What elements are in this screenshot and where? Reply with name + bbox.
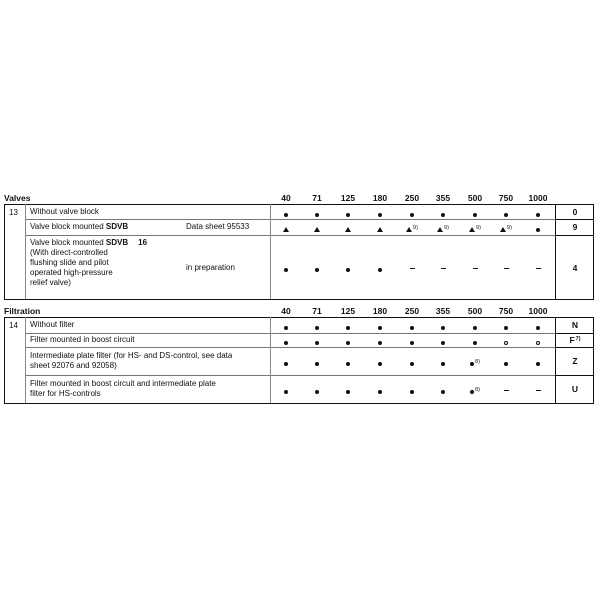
filled-dot-icon — [410, 362, 414, 366]
filtration-row-1-code — [556, 335, 594, 345]
valves-row-0-size-1000-symbol — [523, 210, 553, 219]
filled-dot-icon — [284, 341, 288, 345]
filtration-row-0-code: N — [571, 320, 579, 330]
valves-row-2-size-750-symbol — [491, 265, 521, 274]
size-header-1000: 1000 — [528, 306, 548, 316]
filled-dot-icon — [441, 326, 445, 330]
filtration-row-3-size-1000-symbol — [523, 387, 553, 396]
filtration-row-1-code-footnote: 7) — [575, 336, 581, 342]
valves-row-2-desc-text: Valve block mounted — [30, 238, 106, 247]
size-header-750: 750 — [498, 193, 514, 203]
filtration-row-0-size-1000-symbol — [523, 323, 553, 332]
filled-dot-icon — [410, 341, 414, 345]
filtration-row-3-code: U — [571, 384, 579, 394]
triangle-icon — [406, 227, 412, 232]
dash-icon — [441, 268, 446, 269]
filled-dot-icon — [536, 326, 540, 330]
valves-row-0-size-40-symbol — [271, 210, 301, 219]
valves-row-0-size-71-symbol — [302, 210, 332, 219]
filtration-row-3-size-355-symbol — [428, 387, 458, 396]
valves-row-2-line-2: operated high-pressure — [30, 268, 113, 277]
filtration-row-3-size-71-symbol — [302, 387, 332, 396]
filtration-row-3-line-1: filter for HS-controls — [30, 389, 101, 398]
filled-dot-icon — [315, 341, 319, 345]
size-header-250: 250 — [404, 193, 420, 203]
valves-row-1-note: Data sheet 95533 — [186, 222, 250, 231]
valves-bottom-rule — [4, 299, 555, 300]
dash-icon — [536, 390, 541, 391]
size-header-40: 40 — [281, 193, 291, 203]
valves-row-0-size-500-symbol — [460, 210, 490, 219]
dash-icon — [410, 268, 415, 269]
filtration-row-0-size-71-symbol — [302, 323, 332, 332]
valves-row-1-size-180-symbol — [365, 225, 395, 234]
filtration-row-0-size-250-symbol — [397, 323, 427, 332]
filled-dot-icon — [284, 326, 288, 330]
valves-row-2-note: in preparation — [186, 263, 235, 272]
filled-dot-icon — [284, 213, 288, 217]
triangle-icon — [377, 227, 383, 232]
filtration-num-divider — [25, 317, 26, 403]
valves-section-title: Valves — [4, 193, 31, 203]
valves-row-2-size-40-symbol — [271, 265, 301, 274]
filled-dot-icon — [346, 390, 350, 394]
filtration-row-2-size-180-symbol — [365, 359, 395, 368]
filtration-row-3-size-500-symbol — [460, 387, 490, 396]
valves-row-1-code: 9 — [572, 222, 578, 232]
valves-row-2-size-500-symbol — [460, 265, 490, 274]
filtration-row-2-size-355-symbol — [428, 359, 458, 368]
valves-row-1-size-71-symbol — [302, 225, 332, 234]
dash-icon — [504, 268, 509, 269]
filtration-row-0-size-750-symbol — [491, 323, 521, 332]
valves-row-2-desc — [30, 238, 147, 248]
filtration-row-divider — [25, 375, 555, 376]
size-header-180: 180 — [372, 193, 388, 203]
footnote-marker: 8) — [475, 359, 480, 365]
valves-item-number: 13 — [9, 208, 18, 217]
filled-dot-icon — [346, 213, 350, 217]
dash-icon — [504, 390, 509, 391]
filled-dot-icon — [470, 362, 474, 366]
filled-dot-icon — [378, 341, 382, 345]
triangle-icon — [437, 227, 443, 232]
size-header-1000: 1000 — [528, 193, 548, 203]
filled-dot-icon — [346, 268, 350, 272]
filtration-row-0-size-180-symbol — [365, 323, 395, 332]
filtration-code-divider — [555, 333, 594, 334]
triangle-icon — [500, 227, 506, 232]
valves-row-0-size-355-symbol — [428, 210, 458, 219]
valves-row-1-desc-text: Valve block mounted — [30, 222, 106, 231]
filtration-row-3-size-180-symbol — [365, 387, 395, 396]
valves-row-0-size-250-symbol — [397, 210, 427, 219]
size-header-500: 500 — [467, 193, 483, 203]
filtration-row-2-size-125-symbol — [333, 359, 363, 368]
valves-row-1-desc — [30, 222, 128, 232]
filtration-row-1-size-500-symbol — [460, 338, 490, 347]
filtration-row-2-code: Z — [572, 356, 578, 366]
filled-dot-icon — [378, 390, 382, 394]
filtration-row-2-size-500-symbol — [460, 359, 490, 368]
filled-dot-icon — [346, 341, 350, 345]
size-header-71: 71 — [312, 193, 322, 203]
filled-dot-icon — [315, 213, 319, 217]
valves-row-2-size-180-symbol — [365, 265, 395, 274]
filled-dot-icon — [284, 390, 288, 394]
valves-row-0-desc: Without valve block — [30, 207, 99, 216]
filled-dot-icon — [473, 326, 477, 330]
size-header-500: 500 — [467, 306, 483, 316]
triangle-icon — [283, 227, 289, 232]
filtration-row-3-line-0: Filter mounted in boost circuit and intermediate plate — [30, 379, 216, 388]
size-header-355: 355 — [435, 306, 451, 316]
triangle-icon — [469, 227, 475, 232]
filtration-row-1-size-180-symbol — [365, 338, 395, 347]
size-header-180: 180 — [372, 306, 388, 316]
filled-dot-icon — [378, 362, 382, 366]
valves-code-divider — [555, 235, 594, 236]
size-header-125: 125 — [340, 193, 356, 203]
valves-row-2-line-1: flushing slide and pilot — [30, 258, 109, 267]
valves-row-0-size-750-symbol — [491, 210, 521, 219]
footnote-marker: 9) — [507, 225, 512, 231]
valves-row-divider — [25, 219, 555, 220]
valves-row-1-size-125-symbol — [333, 225, 363, 234]
filled-dot-icon — [378, 213, 382, 217]
filled-dot-icon — [536, 362, 540, 366]
valves-row-1-size-750-symbol — [491, 225, 521, 234]
filtration-row-1-size-125-symbol — [333, 338, 363, 347]
valves-top-rule — [4, 204, 594, 205]
filtration-row-2-size-250-symbol — [397, 359, 427, 368]
filled-dot-icon — [315, 362, 319, 366]
filtration-row-2-line-0: Intermediate plate filter (for HS- and DS-control, see data — [30, 351, 233, 360]
valves-row-divider — [25, 235, 555, 236]
valves-row-0-size-125-symbol — [333, 210, 363, 219]
footnote-marker: 9) — [444, 225, 449, 231]
filled-dot-icon — [378, 268, 382, 272]
size-header-71: 71 — [312, 306, 322, 316]
dash-icon — [536, 268, 541, 269]
footnote-marker: 8) — [475, 387, 480, 393]
filtration-row-3-size-250-symbol — [397, 387, 427, 396]
filled-dot-icon — [504, 326, 508, 330]
filtration-row-1-size-750-symbol — [491, 338, 521, 347]
filled-dot-icon — [315, 268, 319, 272]
valves-row-1-size-40-symbol — [271, 225, 301, 234]
filtration-section-title: Filtration — [4, 306, 41, 316]
filled-dot-icon — [410, 390, 414, 394]
filled-dot-icon — [441, 362, 445, 366]
filled-dot-icon — [536, 228, 540, 232]
filtration-row-1-desc: Filter mounted in boost circuit — [30, 335, 135, 344]
filtration-row-0-size-355-symbol — [428, 323, 458, 332]
filled-dot-icon — [410, 326, 414, 330]
filtration-bottom-rule — [4, 403, 555, 404]
filtration-row-1-size-71-symbol — [302, 338, 332, 347]
valves-code-divider — [555, 219, 594, 220]
filtration-code-divider — [555, 375, 594, 376]
filtration-row-0-size-40-symbol — [271, 323, 301, 332]
valves-row-1-desc-bold: SDVB — [105, 222, 129, 231]
filtration-row-1-size-250-symbol — [397, 338, 427, 347]
valves-row-2-line-3: relief valve) — [30, 278, 71, 287]
valves-row-2-size-1000-symbol — [523, 265, 553, 274]
filled-dot-icon — [441, 213, 445, 217]
filtration-row-2-line-1: sheet 92076 and 92058) — [30, 361, 117, 370]
size-header-125: 125 — [340, 306, 356, 316]
valves-row-2-code: 4 — [572, 263, 578, 273]
valves-row-2-desc-bold2: 16 — [138, 238, 148, 247]
filled-dot-icon — [378, 326, 382, 330]
filtration-row-1-size-1000-symbol — [523, 338, 553, 347]
valves-row-0-code: 0 — [572, 207, 578, 217]
filled-dot-icon — [315, 390, 319, 394]
filtration-code-divider — [555, 347, 594, 348]
filtration-row-1-code-letter: F — [569, 335, 575, 345]
valves-row-1-size-250-symbol — [397, 225, 427, 234]
filled-dot-icon — [504, 213, 508, 217]
size-header-250: 250 — [404, 306, 420, 316]
filled-dot-icon — [504, 362, 508, 366]
footnote-marker: 9) — [413, 225, 418, 231]
filtration-row-3-size-40-symbol — [271, 387, 301, 396]
filtration-top-rule — [4, 317, 594, 318]
filled-dot-icon — [441, 341, 445, 345]
triangle-icon — [314, 227, 320, 232]
valves-row-2-size-355-symbol — [428, 265, 458, 274]
filtration-row-3-size-750-symbol — [491, 387, 521, 396]
filtration-row-0-size-500-symbol — [460, 323, 490, 332]
filled-dot-icon — [315, 326, 319, 330]
filled-dot-icon — [284, 362, 288, 366]
filtration-item-number: 14 — [9, 321, 18, 330]
valves-row-2-size-125-symbol — [333, 265, 363, 274]
valves-row-1-size-500-symbol — [460, 225, 490, 234]
valves-row-2-line-0: (With direct-controlled — [30, 248, 108, 257]
valves-row-1-size-355-symbol — [428, 225, 458, 234]
valves-row-2-size-71-symbol — [302, 265, 332, 274]
filtration-row-3-size-125-symbol — [333, 387, 363, 396]
filled-dot-icon — [473, 213, 477, 217]
filled-dot-icon — [284, 268, 288, 272]
filled-dot-icon — [346, 362, 350, 366]
filtration-row-1-size-355-symbol — [428, 338, 458, 347]
filtration-row-1-size-40-symbol — [271, 338, 301, 347]
filtration-row-divider — [25, 347, 555, 348]
filtration-row-2-size-750-symbol — [491, 359, 521, 368]
filtration-row-0-size-125-symbol — [333, 323, 363, 332]
size-header-355: 355 — [435, 193, 451, 203]
valves-left-border — [4, 204, 5, 299]
filtration-left-border — [4, 317, 5, 403]
open-circle-icon — [536, 341, 540, 345]
triangle-icon — [345, 227, 351, 232]
size-header-750: 750 — [498, 306, 514, 316]
valves-num-divider — [25, 204, 26, 299]
valves-row-1-size-1000-symbol — [523, 225, 553, 234]
filled-dot-icon — [470, 390, 474, 394]
filtration-row-2-size-71-symbol — [302, 359, 332, 368]
valves-row-0-size-180-symbol — [365, 210, 395, 219]
filtration-row-0-desc: Without filter — [30, 320, 75, 329]
valves-row-2-size-250-symbol — [397, 265, 427, 274]
filled-dot-icon — [473, 341, 477, 345]
filtration-row-2-size-40-symbol — [271, 359, 301, 368]
size-header-40: 40 — [281, 306, 291, 316]
filled-dot-icon — [536, 213, 540, 217]
filled-dot-icon — [410, 213, 414, 217]
filtration-row-2-size-1000-symbol — [523, 359, 553, 368]
filled-dot-icon — [441, 390, 445, 394]
valves-row-2-desc-bold: SDVB — [105, 238, 129, 247]
dash-icon — [473, 268, 478, 269]
footnote-marker: 9) — [476, 225, 481, 231]
filtration-row-divider — [25, 333, 555, 334]
open-circle-icon — [504, 341, 508, 345]
filled-dot-icon — [346, 326, 350, 330]
